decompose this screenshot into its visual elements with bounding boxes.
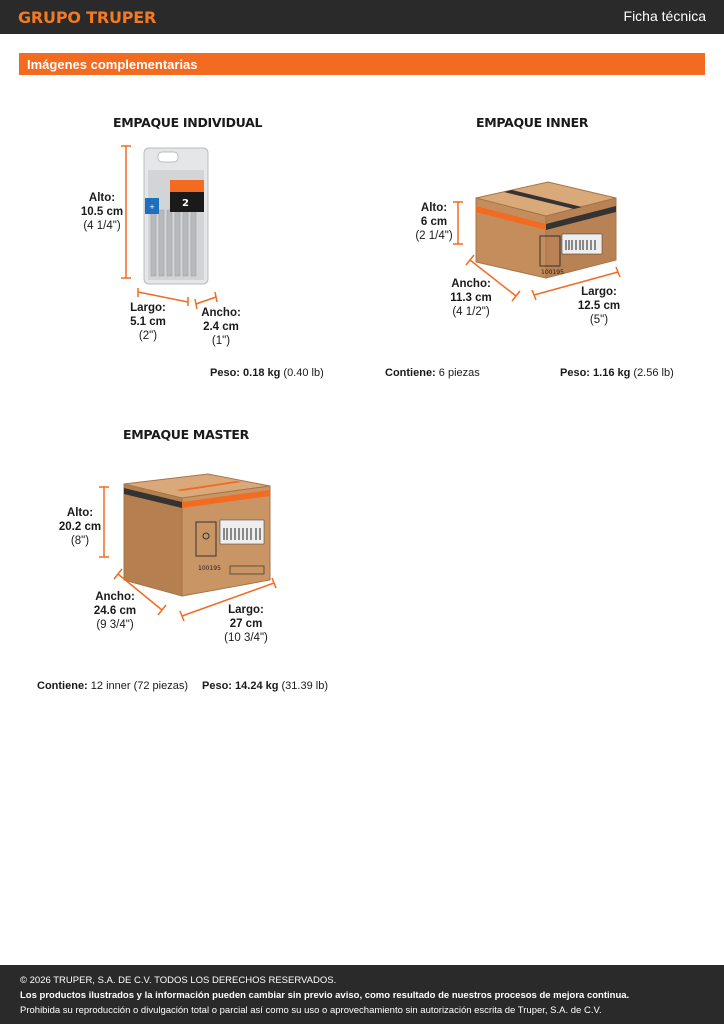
inner-largo: Largo: 12.5 cm (5") [577,286,621,326]
master-alto: Alto: 20.2 cm (8") [58,507,102,547]
document-type: Ficha técnica [623,8,706,24]
copyright-text: © 2026 TRUPER, S.A. DE C.V. TODOS LOS DERECHOS RESERVADOS. [20,975,337,986]
inner-peso: Peso: 1.16 kg (2.56 lb) [560,367,674,379]
individual-largo: Largo: 5.1 cm (2") [130,302,166,342]
top-bar [0,0,724,34]
master-peso: Peso: 14.24 kg (31.39 lb) [202,680,328,692]
svg-text:100195: 100195 [198,565,221,572]
svg-text:+: + [149,203,155,211]
master-title: EMPAQUE MASTER [123,427,249,442]
reproduction-notice: Prohibida su reproducción o divulgación total o parcial así como su uso o aprovechamiento sin autorización escrita de Truper, S.A. de C.V. [20,1005,602,1016]
individual-package-image [118,140,248,310]
individual-alto: Alto: 10.5 cm (4 1/4") [80,192,124,232]
svg-text:2: 2 [182,198,189,209]
master-contiene: Contiene: 12 inner (72 piezas) [37,680,189,692]
brand-logo: GRUPO TRUPER [18,8,157,27]
section-header [19,53,705,75]
inner-ancho: Ancho: 11.3 cm (4 1/2") [450,278,492,318]
individual-ancho: Ancho: 2.4 cm (1") [201,307,241,347]
footer [0,965,724,1024]
section-title: Imágenes complementarias [27,57,198,72]
disclaimer-text: Los productos ilustrados y la información pueden cambiar sin previo aviso, como resultado de nuestros procesos de mejora continua. [20,990,630,1001]
master-largo: Largo: 27 cm (10 3/4") [224,604,268,644]
inner-contiene: Contiene: 6 piezas [385,367,480,379]
svg-text:100195: 100195 [541,269,564,276]
individual-peso: Peso: 0.18 kg (0.40 lb) [210,367,324,379]
inner-title: EMPAQUE INNER [476,115,589,130]
individual-title: EMPAQUE INDIVIDUAL [113,115,263,130]
inner-alto: Alto: 6 cm (2 1/4") [415,202,453,242]
master-ancho: Ancho: 24.6 cm (9 3/4") [93,591,137,631]
